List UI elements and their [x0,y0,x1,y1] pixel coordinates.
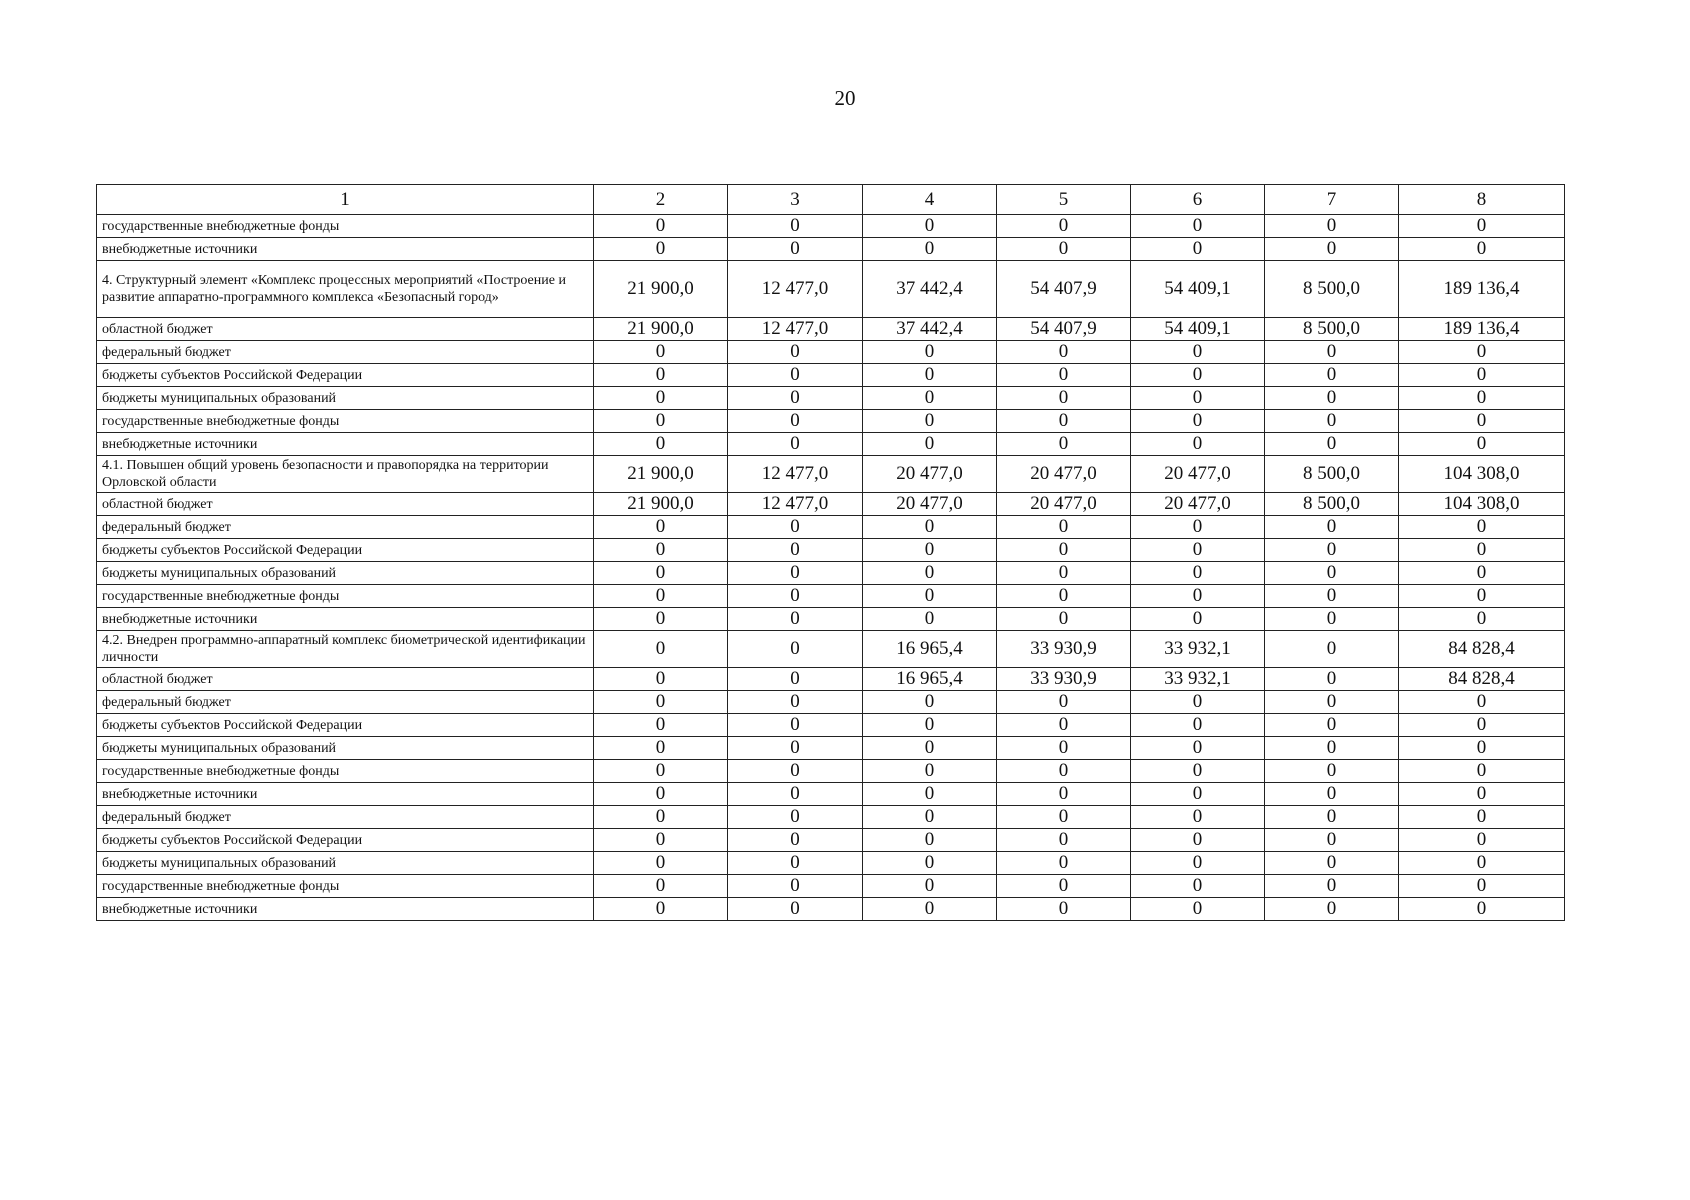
table-row [97,668,1565,691]
table-row [97,760,1565,783]
value-cell: 0 [1265,341,1399,364]
table-row [97,238,1565,261]
value-cell: 189 136,4 [1399,261,1565,318]
value-cell: 0 [594,806,728,829]
value-cell: 0 [1265,516,1399,539]
value-cell: 0 [728,737,863,760]
value-cell: 0 [997,608,1131,631]
table-row [97,562,1565,585]
table-row [97,608,1565,631]
value-cell: 33 932,1 [1131,668,1265,691]
value-cell: 54 409,1 [1131,318,1265,341]
value-cell: 0 [1265,875,1399,898]
value-cell: 0 [594,433,728,456]
value-cell: 16 965,4 [863,668,997,691]
value-cell: 54 407,9 [997,261,1131,318]
value-cell: 20 477,0 [1131,493,1265,516]
value-cell: 0 [997,691,1131,714]
value-cell: 0 [594,631,728,668]
column-number: 4 [863,185,997,215]
row-label: 4. Структурный элемент «Комплекс процессных мероприятий «Построение и развитие аппаратно-программного комплекса «Безопасный город» [97,261,594,318]
value-cell: 0 [594,875,728,898]
budget-table [96,184,1565,921]
value-cell: 0 [863,852,997,875]
value-cell: 8 500,0 [1265,318,1399,341]
value-cell: 0 [997,387,1131,410]
value-cell: 0 [997,341,1131,364]
value-cell: 0 [594,668,728,691]
value-cell: 0 [1265,562,1399,585]
table-row [97,341,1565,364]
value-cell: 0 [1399,387,1565,410]
value-cell: 0 [1131,539,1265,562]
row-label: внебюджетные источники [97,608,594,631]
value-cell: 0 [728,387,863,410]
column-number: 3 [728,185,863,215]
value-cell: 84 828,4 [1399,631,1565,668]
value-cell: 0 [1399,852,1565,875]
value-cell: 0 [728,852,863,875]
value-cell: 0 [1265,829,1399,852]
value-cell: 0 [1399,898,1565,921]
value-cell: 0 [1399,516,1565,539]
value-cell: 0 [863,539,997,562]
table-row [97,456,1565,493]
value-cell: 0 [1265,631,1399,668]
value-cell: 0 [1265,898,1399,921]
value-cell: 0 [997,714,1131,737]
value-cell: 0 [1131,829,1265,852]
column-number-row [97,185,1565,215]
value-cell: 0 [594,516,728,539]
value-cell: 0 [594,783,728,806]
value-cell: 0 [997,410,1131,433]
column-number: 6 [1131,185,1265,215]
value-cell: 0 [1399,875,1565,898]
value-cell: 0 [1265,364,1399,387]
value-cell: 0 [997,806,1131,829]
value-cell: 0 [1265,783,1399,806]
value-cell: 0 [1399,829,1565,852]
row-label: бюджеты субъектов Российской Федерации [97,539,594,562]
row-label: областной бюджет [97,318,594,341]
value-cell: 0 [728,516,863,539]
row-label: бюджеты муниципальных образований [97,387,594,410]
value-cell: 37 442,4 [863,261,997,318]
value-cell: 0 [728,562,863,585]
value-cell: 0 [594,215,728,238]
column-number: 7 [1265,185,1399,215]
value-cell: 21 900,0 [594,318,728,341]
value-cell: 0 [863,875,997,898]
value-cell: 0 [594,737,728,760]
value-cell: 0 [1265,691,1399,714]
value-cell: 0 [863,364,997,387]
value-cell: 0 [863,760,997,783]
table-row [97,737,1565,760]
column-number: 5 [997,185,1131,215]
value-cell: 0 [1399,760,1565,783]
value-cell: 0 [594,608,728,631]
value-cell: 0 [1131,387,1265,410]
value-cell: 0 [1399,410,1565,433]
value-cell: 21 900,0 [594,261,728,318]
value-cell: 0 [863,898,997,921]
value-cell: 0 [1399,562,1565,585]
table-row [97,631,1565,668]
value-cell: 0 [997,898,1131,921]
value-cell: 84 828,4 [1399,668,1565,691]
value-cell: 0 [863,691,997,714]
row-label: государственные внебюджетные фонды [97,585,594,608]
table-row [97,516,1565,539]
value-cell: 33 930,9 [997,668,1131,691]
value-cell: 0 [728,829,863,852]
value-cell: 0 [1265,668,1399,691]
value-cell: 12 477,0 [728,456,863,493]
value-cell: 0 [1131,562,1265,585]
value-cell: 0 [997,852,1131,875]
value-cell: 0 [1131,516,1265,539]
value-cell: 0 [997,238,1131,261]
table-row [97,852,1565,875]
value-cell: 0 [863,215,997,238]
value-cell: 0 [997,215,1131,238]
value-cell: 0 [1399,691,1565,714]
value-cell: 0 [863,737,997,760]
value-cell: 0 [594,539,728,562]
value-cell: 20 477,0 [997,493,1131,516]
value-cell: 20 477,0 [863,493,997,516]
table-row [97,898,1565,921]
table-row [97,691,1565,714]
table-row [97,215,1565,238]
table-row [97,539,1565,562]
value-cell: 0 [1265,737,1399,760]
value-cell: 16 965,4 [863,631,997,668]
value-cell: 0 [1265,760,1399,783]
value-cell: 0 [728,364,863,387]
row-label: 4.1. Повышен общий уровень безопасности и правопорядка на территории Орловской области [97,456,594,493]
value-cell: 0 [1399,783,1565,806]
row-label: федеральный бюджет [97,516,594,539]
value-cell: 8 500,0 [1265,261,1399,318]
value-cell: 20 477,0 [863,456,997,493]
value-cell: 0 [863,410,997,433]
value-cell: 20 477,0 [1131,456,1265,493]
value-cell: 0 [1131,737,1265,760]
row-label: бюджеты муниципальных образований [97,562,594,585]
value-cell: 0 [1131,691,1265,714]
value-cell: 0 [1265,806,1399,829]
value-cell: 0 [1131,783,1265,806]
value-cell: 0 [728,631,863,668]
value-cell: 0 [863,714,997,737]
row-label: федеральный бюджет [97,341,594,364]
value-cell: 0 [594,714,728,737]
value-cell: 0 [997,737,1131,760]
value-cell: 37 442,4 [863,318,997,341]
value-cell: 12 477,0 [728,318,863,341]
value-cell: 0 [1265,608,1399,631]
value-cell: 0 [728,668,863,691]
value-cell: 0 [594,585,728,608]
value-cell: 0 [594,238,728,261]
value-cell: 21 900,0 [594,456,728,493]
row-label: федеральный бюджет [97,806,594,829]
row-label: государственные внебюджетные фонды [97,760,594,783]
table-row [97,387,1565,410]
table-row [97,829,1565,852]
value-cell: 8 500,0 [1265,456,1399,493]
value-cell: 54 409,1 [1131,261,1265,318]
row-label: бюджеты муниципальных образований [97,852,594,875]
row-label: внебюджетные источники [97,783,594,806]
value-cell: 0 [1399,364,1565,387]
value-cell: 0 [863,341,997,364]
value-cell: 0 [728,215,863,238]
row-label: федеральный бюджет [97,691,594,714]
value-cell: 0 [728,410,863,433]
value-cell: 0 [997,875,1131,898]
value-cell: 0 [1265,238,1399,261]
value-cell: 104 308,0 [1399,493,1565,516]
value-cell: 0 [997,829,1131,852]
value-cell: 21 900,0 [594,493,728,516]
value-cell: 0 [863,783,997,806]
value-cell: 0 [1131,238,1265,261]
value-cell: 54 407,9 [997,318,1131,341]
value-cell: 0 [1131,585,1265,608]
row-label: 4.2. Внедрен программно-аппаратный комплекс биометрической идентификации личности [97,631,594,668]
value-cell: 8 500,0 [1265,493,1399,516]
value-cell: 0 [1131,215,1265,238]
row-label: государственные внебюджетные фонды [97,875,594,898]
value-cell: 0 [1131,714,1265,737]
value-cell: 0 [1399,806,1565,829]
value-cell: 0 [863,585,997,608]
value-cell: 0 [1399,341,1565,364]
value-cell: 0 [728,238,863,261]
row-label: областной бюджет [97,668,594,691]
value-cell: 0 [594,691,728,714]
column-number: 2 [594,185,728,215]
value-cell: 0 [728,898,863,921]
value-cell: 0 [728,539,863,562]
row-label: внебюджетные источники [97,433,594,456]
value-cell: 0 [1131,806,1265,829]
row-label: внебюджетные источники [97,238,594,261]
column-number: 1 [97,185,594,215]
value-cell: 0 [728,608,863,631]
table-row [97,318,1565,341]
page-number: 20 [834,86,856,110]
value-cell: 0 [728,760,863,783]
column-number: 8 [1399,185,1565,215]
table-row [97,364,1565,387]
value-cell: 0 [728,585,863,608]
value-cell: 0 [863,433,997,456]
table-row [97,585,1565,608]
value-cell: 0 [1131,760,1265,783]
value-cell: 0 [594,760,728,783]
value-cell: 0 [594,898,728,921]
value-cell: 0 [1131,364,1265,387]
row-label: государственные внебюджетные фонды [97,410,594,433]
value-cell: 0 [863,806,997,829]
value-cell: 20 477,0 [997,456,1131,493]
value-cell: 0 [1265,585,1399,608]
value-cell: 0 [594,852,728,875]
value-cell: 0 [1131,852,1265,875]
value-cell: 0 [1399,238,1565,261]
value-cell: 0 [1399,714,1565,737]
table-row [97,806,1565,829]
value-cell: 0 [1399,585,1565,608]
value-cell: 0 [594,341,728,364]
value-cell: 0 [594,829,728,852]
value-cell: 0 [1131,608,1265,631]
value-cell: 0 [863,562,997,585]
value-cell: 0 [997,760,1131,783]
value-cell: 0 [863,238,997,261]
value-cell: 0 [863,829,997,852]
row-label: бюджеты субъектов Российской Федерации [97,364,594,387]
value-cell: 0 [728,806,863,829]
value-cell: 0 [997,562,1131,585]
value-cell: 0 [594,387,728,410]
value-cell: 0 [1265,539,1399,562]
value-cell: 0 [1265,215,1399,238]
row-label: бюджеты муниципальных образований [97,737,594,760]
value-cell: 12 477,0 [728,261,863,318]
value-cell: 0 [1131,875,1265,898]
value-cell: 0 [728,714,863,737]
value-cell: 0 [997,585,1131,608]
value-cell: 0 [728,341,863,364]
value-cell: 0 [594,562,728,585]
table-row [97,493,1565,516]
value-cell: 0 [728,875,863,898]
value-cell: 0 [997,783,1131,806]
value-cell: 0 [1399,539,1565,562]
value-cell: 12 477,0 [728,493,863,516]
value-cell: 0 [1131,433,1265,456]
value-cell: 0 [728,783,863,806]
row-label: государственные внебюджетные фонды [97,215,594,238]
value-cell: 33 932,1 [1131,631,1265,668]
value-cell: 0 [1399,215,1565,238]
value-cell: 33 930,9 [997,631,1131,668]
value-cell: 0 [1399,737,1565,760]
value-cell: 0 [1131,341,1265,364]
value-cell: 0 [1131,898,1265,921]
value-cell: 0 [728,433,863,456]
row-label: внебюджетные источники [97,898,594,921]
table-row [97,433,1565,456]
value-cell: 0 [997,539,1131,562]
value-cell: 0 [997,364,1131,387]
table-row [97,714,1565,737]
value-cell: 0 [1265,410,1399,433]
value-cell: 0 [863,516,997,539]
value-cell: 0 [1265,433,1399,456]
value-cell: 0 [1265,852,1399,875]
value-cell: 0 [997,516,1131,539]
value-cell: 0 [863,387,997,410]
table-row [97,261,1565,318]
value-cell: 0 [1265,714,1399,737]
value-cell: 0 [728,691,863,714]
value-cell: 104 308,0 [1399,456,1565,493]
table-row [97,410,1565,433]
value-cell: 0 [1399,608,1565,631]
table-row [97,783,1565,806]
value-cell: 0 [594,410,728,433]
value-cell: 0 [997,433,1131,456]
row-label: бюджеты субъектов Российской Федерации [97,829,594,852]
value-cell: 0 [863,608,997,631]
row-label: бюджеты субъектов Российской Федерации [97,714,594,737]
value-cell: 0 [1265,387,1399,410]
row-label: областной бюджет [97,493,594,516]
budget-table-body [97,185,1565,921]
value-cell: 0 [1399,433,1565,456]
value-cell: 189 136,4 [1399,318,1565,341]
table-row [97,875,1565,898]
value-cell: 0 [1131,410,1265,433]
value-cell: 0 [594,364,728,387]
